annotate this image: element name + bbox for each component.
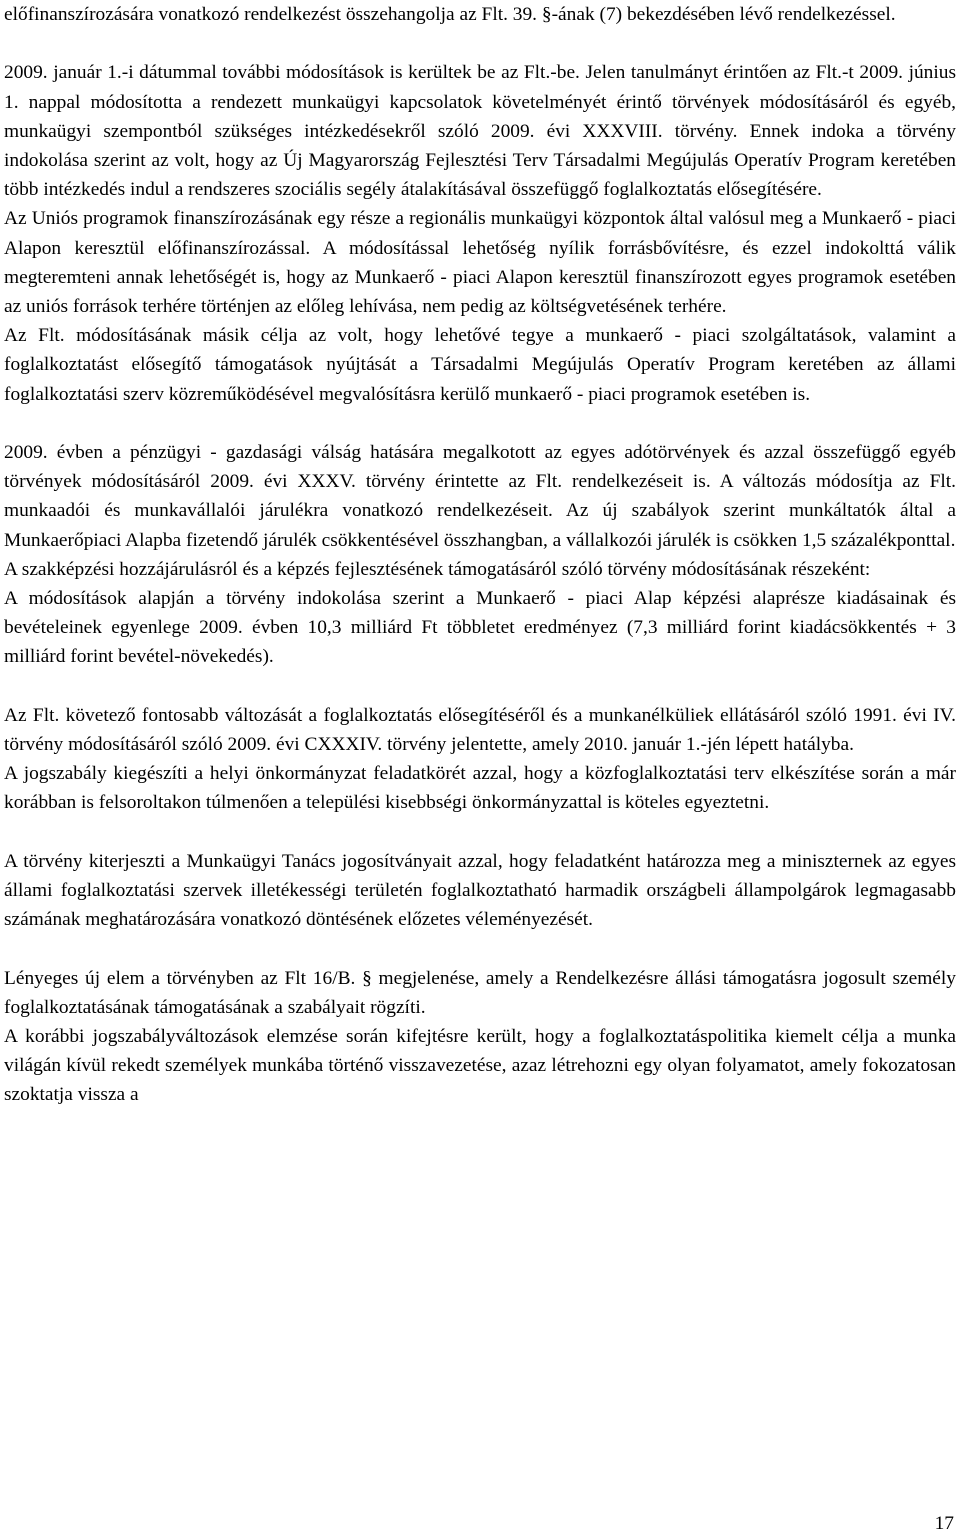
page-number: 17 xyxy=(934,1513,954,1534)
paragraph-5: 2009. évben a pénzügyi - gazdasági válság hatására megalkotott az egyes adótörvények és azzal összefüggő egyéb törvények módosításáról 2009. évi XXXV. törvény érintette az Flt. rendelkezéseit is. A változás módosítja az Flt. munkaadói és munkavállalói járulékra vonatkozó rendelkezéseit. Az új szabályok szerint munkáltatók által a Munkaerőpiaci Alapba fizetendő járulék csökkentésével összhangban, a vállalkozói járulék is csökken 1,5 százalékponttal. xyxy=(4,442,956,551)
paragraph-gap xyxy=(4,29,956,58)
paragraph-7: A módosítások alapján a törvény indokolása szerint a Munkaerő - piaci Alap képzési alaprésze kiadásainak és bevételeinek egyenlege 2009. évben 10,3 milliárd Ft többletet eredményez (7,3 milliárd forint kiadácsökkentés + 3 milliárd forint bevétel-növekedés). xyxy=(4,588,956,668)
paragraph-gap xyxy=(4,672,956,701)
paragraph-gap xyxy=(4,409,956,438)
paragraph-3: Az Uniós programok finanszírozásának egy része a regionális munkaügyi központok által valósul meg a Munkaerő - piaci Alapon keresztül előfinanszírozással. A módosítással lehetőség nyílik forrásbővítésre, és ezzel indokolttá válik megteremteni annak lehetőségét is, hogy az Munkaerő - piaci Alapon keresztül finanszírozott egyes programok esetében az uniós források terhére történjen az előleg lehívása, nem pedig az költségvetésének terhére. xyxy=(4,208,956,318)
paragraph-6: A szakképzési hozzájárulásról és a képzés fejlesztésének támogatásáról szóló törvény módosításának részeként: xyxy=(4,558,871,580)
paragraph-8: Az Flt. követező fontosabb változását a foglalkoztatás elősegítéséről és a munkanélküliek ellátásáról szóló 1991. évi IV. törvény módosításáról szóló 2009. évi CXXXIV. törvény jelentette, amely 2010. január 1.-jén lépett hatályba. xyxy=(4,704,956,756)
paragraph-10: A törvény kiterjeszti a Munkaügyi Tanács jogosítványait azzal, hogy feladatként határozza meg a miniszternek az egyes állami foglalkoztatási szervek illetékességi területén foglalkoztatható harmadik országbeli állampolgárok legmagasabb számának meghatározására vonatkozó döntésének előzetes véleményezését. xyxy=(4,850,956,931)
paragraph-9: A jogszabály kiegészíti a helyi önkormányzat feladatkörét azzal, hogy a közfoglalkoztatási terv elkészítése során a már korábban is felsoroltakon túlmenően a települési kisebbségi önkormányzattal is köteles egyeztetni. xyxy=(4,763,956,814)
document-page xyxy=(4,0,956,1110)
paragraph-4: Az Flt. módosításának másik célja az volt, hogy lehetővé tegye a munkaerő - piaci szolgáltatások, valamint a foglalkoztatást elősegítő támogatások nyújtását a Társadalmi Megújulás Operatív Program keretében az állami foglalkoztatási szerv közreműködésével megvalósításra kerülő munkaerő - piaci programok esetében is. xyxy=(4,325,956,405)
paragraph-gap xyxy=(4,934,956,963)
paragraph-12: A korábbi jogszabályváltozások elemzése során kifejtésre került, hogy a foglalkoztatáspolitika kiemelt célja a munka világán kívül rekedt személyek munkába történő visszavezetése, azaz létrehozni egy olyan folyamatot, amely fokozatosan szoktatja vissza a xyxy=(4,1026,956,1106)
paragraph-11: Lényeges új elem a törvényben az Flt 16/B. § megjelenése, amely a Rendelkezésre állási támogatásra jogosult személy foglalkoztatásának támogatásának a szabályait rögzíti. xyxy=(4,967,956,1018)
paragraph-gap xyxy=(4,818,956,847)
paragraph-2: 2009. január 1.-i dátummal további módosítások is kerültek be az Flt.-be. Jelen tanulmányt érintően az Flt.-t 2009. június 1. nappal módosította a rendezett munkaügyi kapcsolatok követelményét érintő törvények módosításáról és egyéb, munkaügyi szempontból szükséges intézkedésekről szóló 2009. évi XXXVIII. törvény. Ennek indoka a törvény indokolása szerint az volt, hogy az Új Magyarország Fejlesztési Terv Társadalmi Megújulás Operatív Program keretében több intézkedés indul a rendszeres szociális segély átalakításával összefüggő foglalkoztatás elősegítésére. xyxy=(4,62,956,201)
paragraph-1: előfinanszírozására vonatkozó rendelkezést összehangolja az Flt. 39. §-ának (7) bekezdésében lévő rendelkezéssel. xyxy=(4,4,896,25)
